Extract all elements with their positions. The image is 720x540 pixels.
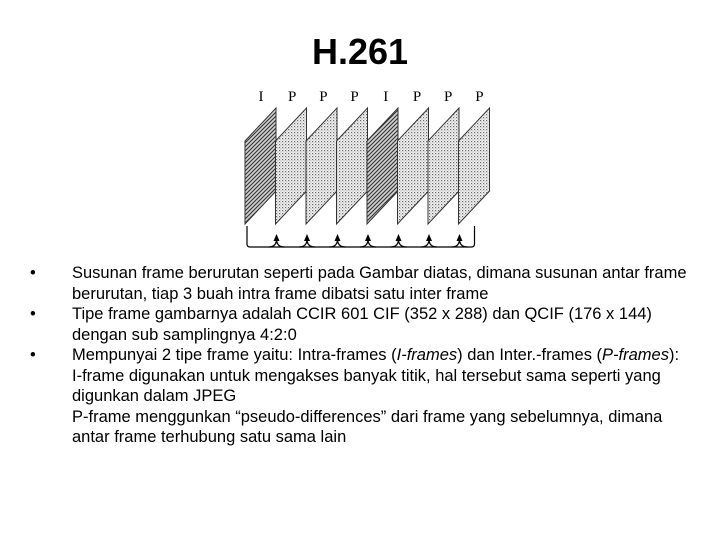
- arrow-icon: [304, 234, 310, 241]
- frame-type-label: P: [444, 89, 453, 105]
- frame-type-label: I: [258, 89, 264, 105]
- bullet-text-part: ) dan Inter.-frames (: [457, 346, 603, 364]
- p-frame-parallelogram: [459, 108, 490, 224]
- bullet-text-italic: P-frames: [602, 346, 669, 364]
- arrow-icon: [335, 234, 341, 241]
- frame-type-label: P: [475, 89, 484, 105]
- arrow-icon: [396, 234, 402, 241]
- bullet-item-frame-order: [30, 263, 690, 304]
- sub-paragraph-p-frame: P-frame menggunkan “pseudo-differences” dari frame yang sebelumnya, dimana antar frame terhubung satu sama lain: [72, 407, 663, 446]
- bullet-marker: •: [30, 264, 36, 282]
- bullet-marker: •: [30, 346, 36, 364]
- p-frame-parallelogram: [276, 108, 307, 224]
- p-frame-parallelogram: [306, 108, 337, 224]
- bullet-list: [30, 263, 690, 448]
- frame-type-label: P: [412, 89, 422, 105]
- frame-sequence-diagram: [240, 84, 502, 254]
- arrow-icon: [274, 234, 280, 241]
- bullet-marker: •: [30, 305, 36, 323]
- frame-type-label: P: [350, 89, 359, 105]
- bullet-text: Tipe frame gambarnya adalah CCIR 601 CIF (352 x 288) dan QCIF (176 x 144) dengan sub samplingnya 4:2:0: [72, 305, 652, 344]
- arrow-icon: [426, 234, 432, 241]
- slide-title: H.261: [311, 31, 409, 72]
- p-frame-parallelogram: [398, 108, 429, 224]
- reference-bracket: [247, 226, 475, 247]
- bullet-text-part: Mempunyai 2 tipe frame yaitu: Intra-frames (: [72, 346, 397, 364]
- frame-type-label: P: [319, 89, 328, 105]
- bullet-item-frame-type: [30, 304, 690, 345]
- p-frame-parallelogram: [337, 108, 368, 224]
- frame-sequence-figure: [240, 84, 502, 254]
- arrow-icon: [365, 234, 371, 241]
- bullet-text-italic: I-frames: [396, 346, 458, 364]
- bullet-item-two-frame-types: [30, 345, 690, 366]
- bullet-text-part: ):: [668, 346, 680, 364]
- bullet-text: Susunan frame berurutan seperti pada Gambar diatas, dimana susunan antar frame berurutan, tiap 3 buah intra frame dibatsi satu inter frame: [72, 264, 687, 303]
- i-frame-parallelogram: [367, 108, 398, 224]
- arrow-icon: [457, 234, 463, 241]
- sub-paragraph-i-frame: I-frame digunakan untuk mengakses banyak titik, hal tersebut sama seperti yang digunkan dalam JPEG: [72, 366, 661, 405]
- i-frame-parallelogram: [245, 108, 276, 224]
- frame-type-label: P: [288, 89, 297, 105]
- p-frame-parallelogram: [428, 108, 459, 224]
- frame-type-label: I: [383, 89, 389, 105]
